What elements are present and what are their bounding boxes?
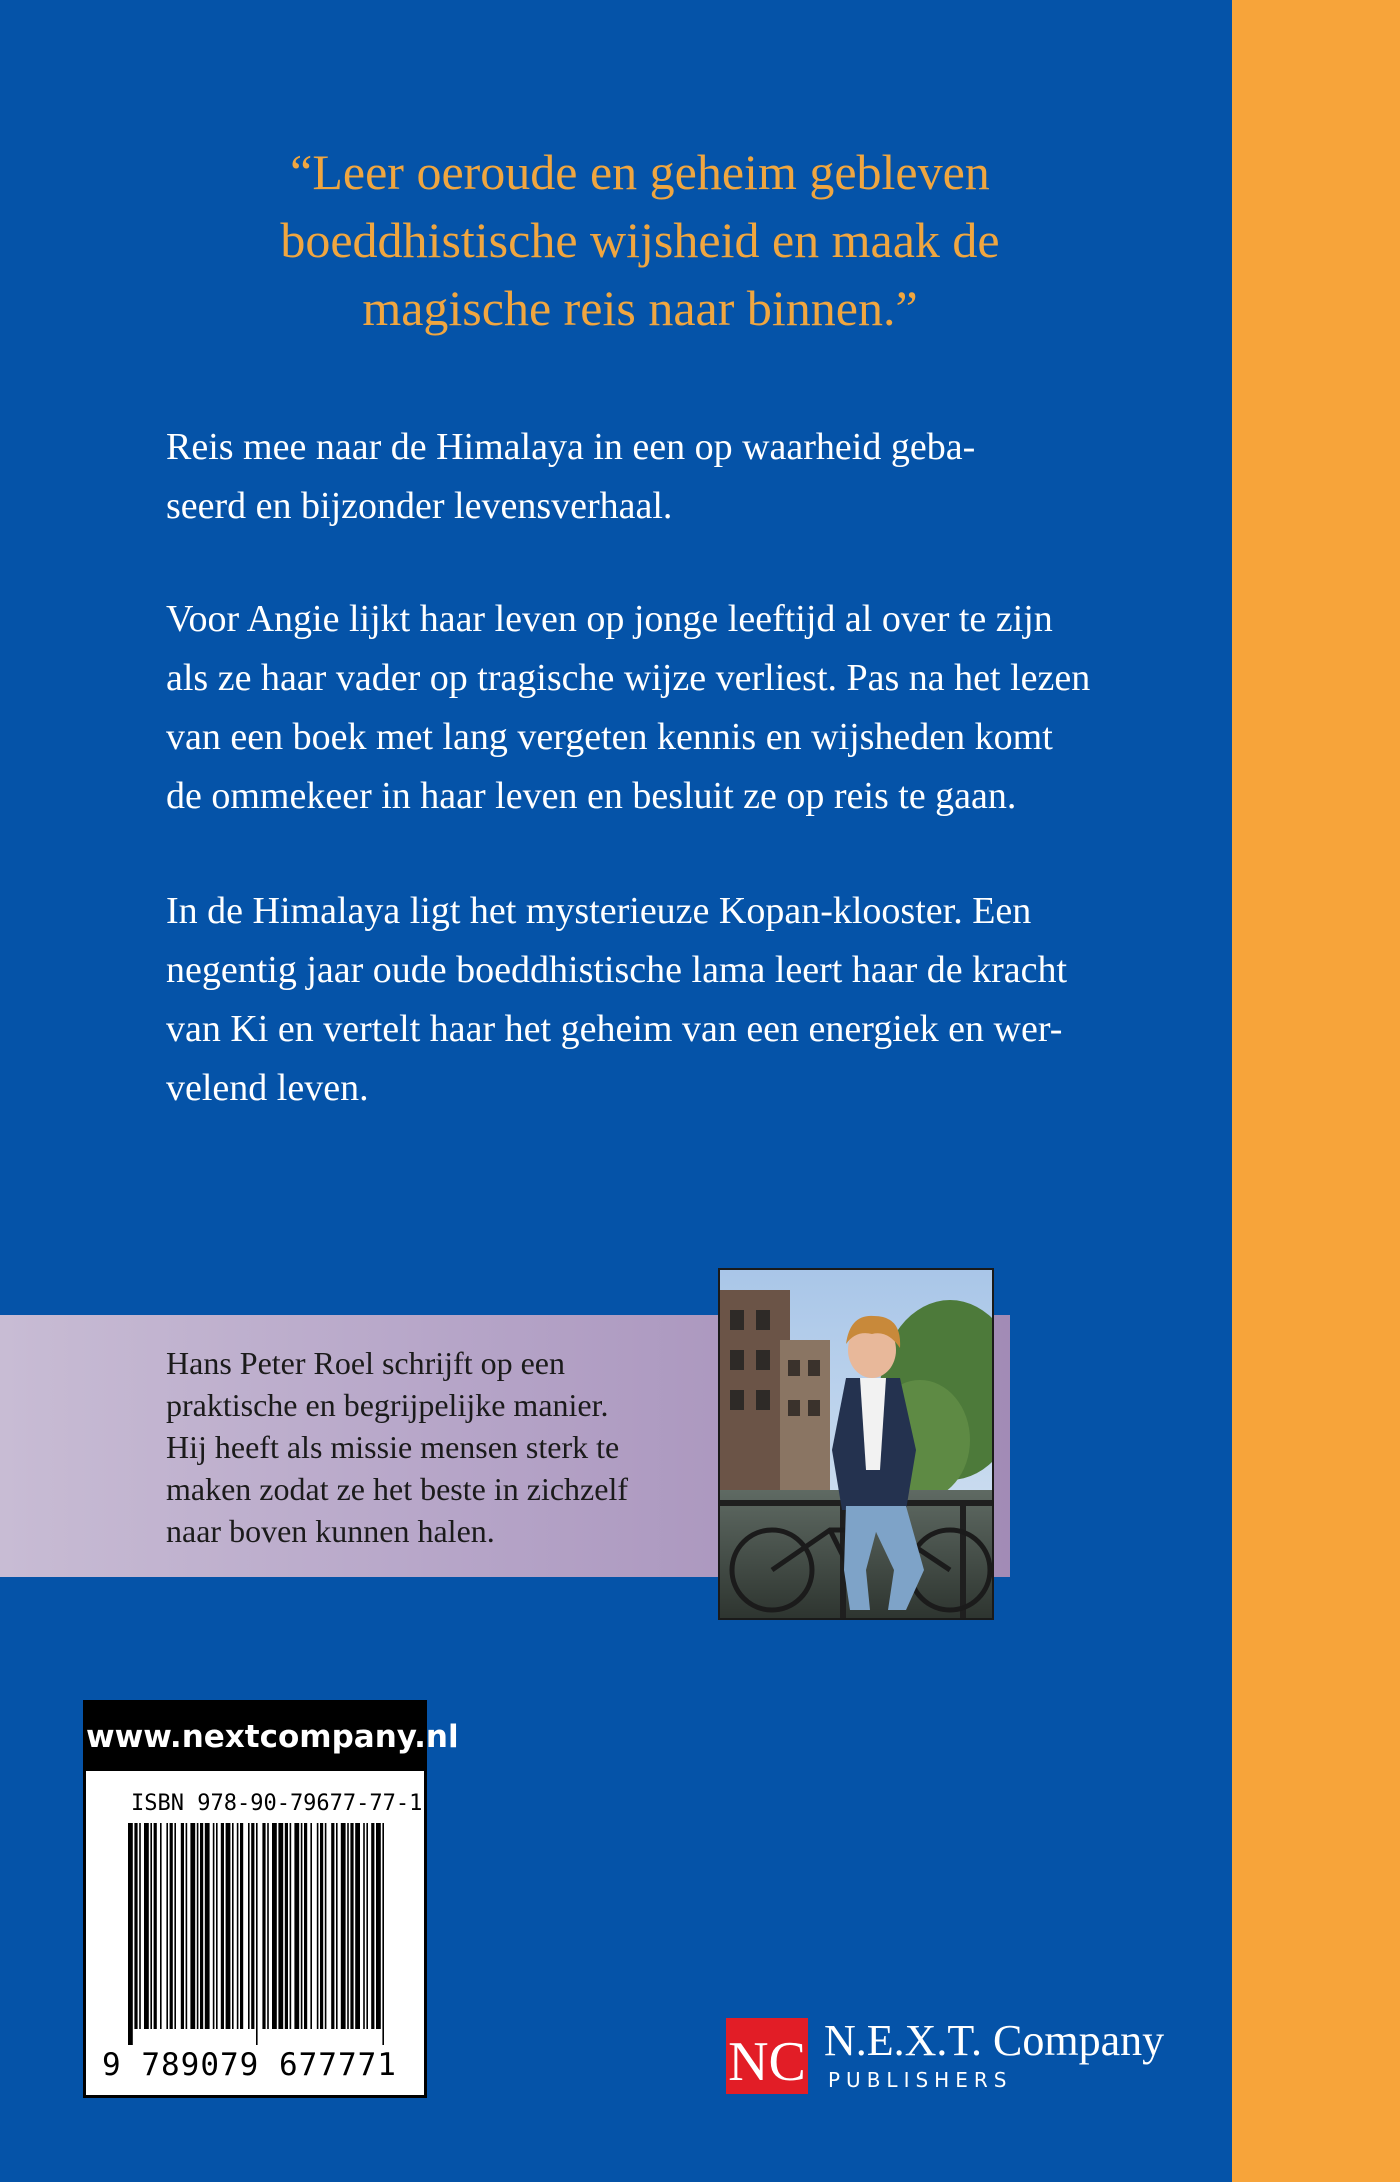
barcode-digits: 9 789079 677771 (102, 2047, 397, 2083)
publisher-name: N.E.X.T. Company (824, 2016, 1165, 2065)
author-bio (166, 1342, 686, 1552)
author-bio-line: Hij heeft als missie mensen sterk te (166, 1429, 620, 1465)
author-bio-line: praktische en begrijpelijke manier. (166, 1387, 609, 1423)
author-bio-line: Hans Peter Roel schrijft op een (166, 1345, 565, 1381)
blurb-paragraph-2 (166, 590, 1166, 826)
blurb-line: negentig jaar oude boeddhistische lama leert haar de kracht (166, 949, 1068, 991)
nc-logo-letters: NC (728, 2031, 806, 2093)
blurb-line: In de Himalaya ligt het mysterieuze Kopan-klooster. Een (166, 890, 1032, 932)
author-bio-line: maken zodat ze het beste in zichzelf (166, 1471, 628, 1507)
blurb-paragraph-3 (166, 882, 1166, 1118)
isbn-label: ISBN 978-90-79677-77-1 (131, 1791, 423, 1816)
blurb-line: Reis mee naar de Himalaya in een op waarheid geba- (166, 426, 976, 468)
blurb-line: van een boek met lang vergeten kennis en wijsheden komt (166, 716, 1053, 758)
author-bio-line: naar boven kunnen halen. (166, 1513, 495, 1549)
barcode-icon (128, 1823, 386, 2045)
quote-line: magische reis naar binnen.” (362, 280, 918, 336)
author-photo (718, 1268, 994, 1620)
website-url: www.nextcompany.nl (86, 1703, 424, 1771)
blurb-line: Voor Angie lijkt haar leven op jonge leeftijd al over te zijn (166, 598, 1053, 640)
cover-quote (190, 138, 1090, 342)
blurb-line: van Ki en vertelt haar het geheim van een energiek en wer- (166, 1008, 1063, 1050)
blurb-line: als ze haar vader op tragische wijze verliest. Pas na het lezen (166, 657, 1091, 699)
publisher-logo (726, 2016, 1165, 2094)
blurb-line: seerd en bijzonder levensverhaal. (166, 485, 673, 527)
blurb-line: de ommekeer in haar leven en besluit ze op reis te gaan. (166, 775, 1017, 817)
nc-logo-icon (726, 2018, 808, 2094)
barcode-panel (83, 1700, 459, 2098)
book-spine (1232, 0, 1400, 2182)
author-photo-image (720, 1270, 992, 1618)
publisher-subtitle: PUBLISHERS (828, 2068, 1013, 2092)
blurb-paragraph-1 (166, 418, 1166, 536)
blurb-line: velend leven. (166, 1067, 369, 1109)
quote-line: “Leer oeroude en geheim gebleven (290, 144, 990, 200)
quote-line: boeddhistische wijsheid en maak de (280, 212, 1000, 268)
